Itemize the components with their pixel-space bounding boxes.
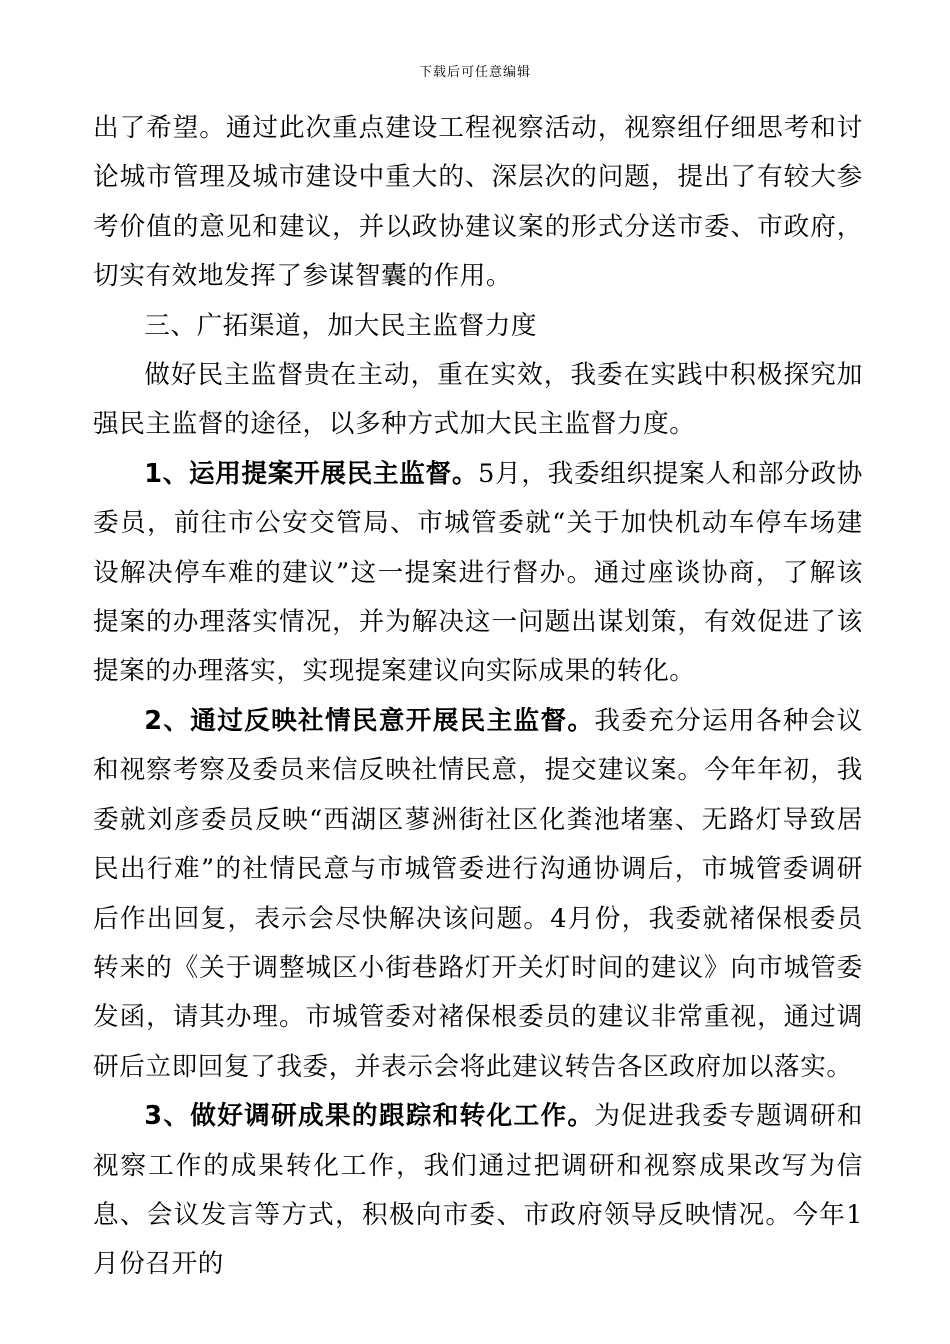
- item-1-lead: 1、运用提案开展民主监督。: [144, 458, 479, 489]
- paragraph-continuation: 出了希望。通过此次重点建设工程视察活动，视察组仔细思考和讨论城市管理及城市建设中重大的、深层次的问题，提出了有较大参考价值的意见和建议，并以政协建议案的形式分送市委、市政府，切实有效地发挥了参谋智囊的作用。: [93, 113, 863, 292]
- paragraph-intro: 做好民主监督贵在主动，重在实效，我委在实践中积极探究加强民主监督的途径，以多种方式加大民主监督力度。: [93, 360, 863, 440]
- item-1-body: 5月，我委组织提案人和部分政协委员，前往市公安交管局、市城管委就“关于加快机动车停车场建设解决停车难的建议”这一提案进行督办。通过座谈协商，了解该提案的办理落实情况，并为解决这一问题出谋划策，有效促进了该提案的办理落实，实现提案建议向实际成果的转化。: [93, 458, 863, 687]
- section-heading: 三、广拓渠道，加大民主监督力度: [144, 310, 538, 341]
- item-2-body: 我委充分运用各种会议和视察考察及委员来信反映社情民意，提交建议案。今年年初，我委就刘彦委员反映“西湖区蓼洲街社区化粪池堵塞、无路灯导致居民出行难”的社情民意与市城管委进行沟通协调后，市城管委调研后作出回复，表示会尽快解决该问题。4月份，我委就褚保根委员转来的《关于调整城区小街巷路灯开关灯时间的建议》向市城管委发函，请其办理。市城管委对褚保根委员的建议非常重视，通过调研后立即回复了我委，并表示会将此建议转告各区政府加以落实。: [93, 705, 863, 1082]
- paragraph-item-3: [93, 1092, 863, 1290]
- paragraph-item-1: [93, 450, 863, 697]
- item-3-lead: 3、做好调研成果的跟踪和转化工作。: [144, 1101, 595, 1132]
- paragraph-item-2: [93, 697, 863, 1092]
- document-body: [93, 104, 863, 1290]
- item-2-lead: 2、通过反映社情民意开展民主监督。: [144, 705, 595, 736]
- page-header: 下载后可任意编辑: [418, 65, 531, 80]
- item-3-body: 为促进我委专题调研和视察工作的成果转化工作，我们通过把调研和视察成果改写为信息、会议发言等方式，积极向市委、市政府领导反映情况。今年1月份召开的: [93, 1101, 863, 1280]
